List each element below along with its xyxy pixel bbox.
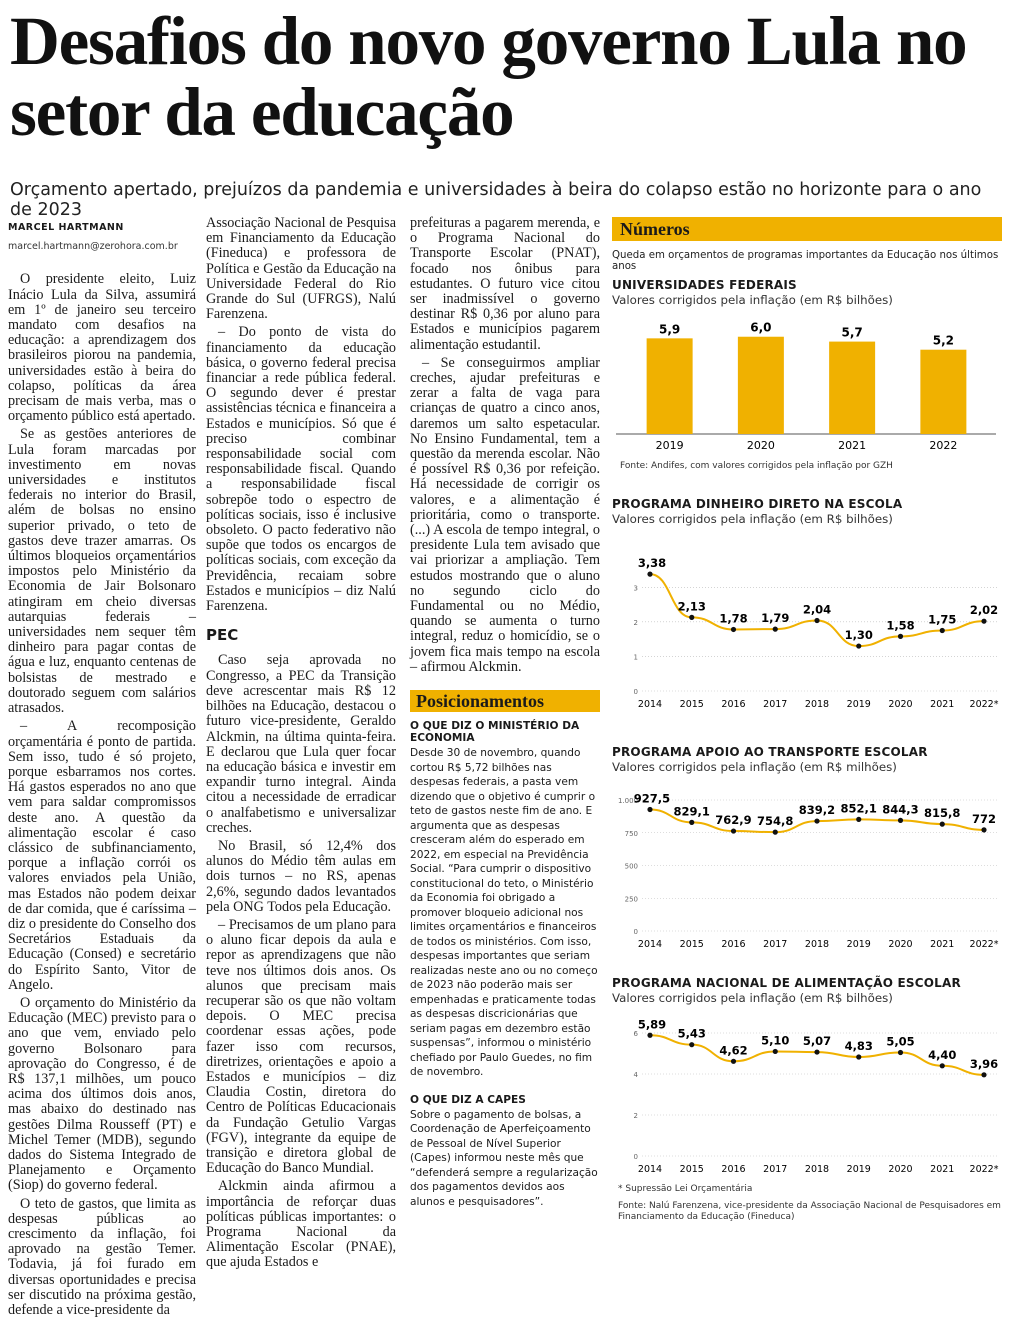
x-tick-label: 2019: [846, 1164, 871, 1175]
data-label: 4,40: [928, 1047, 957, 1062]
y-tick-label: 2: [633, 1112, 638, 1120]
y-tick-label: 0: [633, 688, 638, 696]
data-label: 762,9: [715, 813, 752, 828]
data-label: 4,62: [719, 1043, 748, 1058]
x-tick-label: 2019: [655, 439, 684, 452]
x-tick-label: 2015: [679, 1164, 704, 1175]
data-point: [814, 1049, 819, 1054]
x-tick-label: 2019: [846, 699, 871, 710]
bar: [829, 342, 875, 434]
byline: MARCEL HARTMANN: [8, 222, 124, 233]
bar: [920, 350, 966, 434]
data-label: 2,02: [969, 603, 999, 618]
paragraph: Caso seja aprovada no Congresso, a PEC da Transição deve acrescentar mais R$ 12 bilhões na Educação, destacou o futuro vice-presidente, Geraldo Alckmin, na última quinta-feira. E declarou que Lula quer focar na educação básica e investir em expandir turno integral. Ainda citou a necessidade de erradicar o analfabetismo e universalizar creches.: [206, 652, 396, 836]
data-point: [773, 830, 778, 835]
data-label: 6,0: [750, 320, 772, 335]
footnote: * Supressão Lei Orçamentária: [618, 1184, 753, 1194]
data-label: 2,13: [677, 599, 706, 614]
paragraph: O teto de gastos, que limita as despesas públicas ao crescimento da inflação, foi aprovado na gestão Temer. Todavia, já foi furado em diversas oportunidades e precisa ser discutido na próxima gestão, defende a vice-presidente da: [8, 1195, 196, 1318]
data-label: 5,89: [637, 1017, 667, 1032]
y-tick-label: 4: [633, 1071, 638, 1079]
capes-text: Sobre o pagamento de bolsas, a Coordenação de Aperfeiçoamento de Pessoal de Nível Superior (Capes) informou neste mês que “defenderá sempre a regularização dos pagamentos devidos aos alunos e pesquisadores”.: [410, 1108, 598, 1208]
chart-unit: Valores corrigidos pela inflação (em R$ bilhões): [612, 512, 893, 526]
paragraph: – Se conseguirmos ampliar creches, ajudar prefeituras e zerar a falta de vaga para crianças de quatro a cinco anos, daremos um salto espetacular. No Ensino Fundamental, tem a questão da merenda escolar. Não é possível R$ 0,36 por refeição. Há necessidade de corrigir os valores, e a alimentação é prioritária, como o transporte. (...) A escola de tempo integral, o presidente Lula tem avisado que vai priorizar a ampliação. Tem estudos mostrando que o aluno no segundo ciclo do Fundamental ou no Médio, quando se aumenta o turno integral, reduz o homicídio, se o jovem fica mais tempo na escola – afirmou Alckmin.: [410, 354, 600, 675]
y-tick-label: 500: [624, 862, 638, 871]
bar: [647, 338, 693, 434]
y-tick-label: 0: [633, 1153, 638, 1161]
x-tick-label: 2020: [888, 699, 913, 710]
data-point: [981, 619, 986, 624]
data-point: [981, 1072, 986, 1077]
data-point: [898, 818, 903, 823]
data-label: 927,5: [633, 791, 671, 806]
data-point: [689, 615, 694, 620]
article-column-3: [410, 215, 600, 675]
y-tick-label: 1.000: [617, 797, 638, 805]
paragraph: No Brasil, só 12,4% dos alunos do Médio têm aulas em dois turnos – no RS, apenas 2,6%, segundo dados levantados pela ONG Todos pela Educação.: [206, 837, 396, 915]
data-point: [856, 817, 861, 822]
data-label: 5,10: [761, 1033, 790, 1048]
x-tick-label: 2016: [721, 939, 746, 950]
data-point: [940, 628, 945, 633]
y-tick-label: 3: [633, 584, 638, 593]
x-tick-label: 2014: [637, 699, 663, 710]
x-tick-label: 2014: [637, 939, 663, 950]
paragraph: Alckmin ainda afirmou a importância de reforçar duas políticas públicas importantes: o Programa Nacional da Alimentação Escolar (PNAE), que ajuda Estados e: [206, 1178, 396, 1271]
data-point: [856, 1054, 861, 1059]
data-label: 5,43: [677, 1026, 706, 1041]
data-point: [981, 827, 986, 832]
data-label: 829,1: [673, 804, 710, 819]
data-point: [898, 1050, 903, 1055]
chart-source: Fonte: Andifes, com valores corrigidos pela inflação por GZH: [620, 461, 893, 471]
paragraph: Associação Nacional de Pesquisa em Financiamento da Educação (Fineduca) e professora de Política e Gestão da Educação na Universidade Federal do Rio Grande do Sul (UFRGS), Nalú Farenzena.: [206, 215, 396, 323]
numbers-subtitle: Queda em orçamentos de programas importantes da Educação nos últimos anos: [612, 250, 999, 272]
chart-svg: [612, 307, 1004, 452]
data-point: [731, 627, 736, 632]
data-label: 815,8: [924, 806, 961, 821]
data-point: [940, 1063, 945, 1068]
y-tick-label: 1: [633, 653, 638, 662]
chart-unit: Valores corrigidos pela inflação (em R$ bilhões): [612, 991, 893, 1005]
data-label: 1,75: [928, 612, 957, 627]
x-tick-label: 2020: [888, 939, 913, 950]
x-tick-label: 2017: [763, 699, 788, 710]
x-tick-label: 2018: [804, 1164, 830, 1175]
x-tick-label: 2018: [804, 699, 830, 710]
x-tick-label: 2018: [804, 939, 830, 950]
x-tick-label: 2020: [746, 439, 775, 452]
chart-svg: [612, 526, 1004, 716]
chart-universidades: [612, 278, 1004, 452]
data-point: [731, 828, 736, 833]
x-tick-label: 2017: [763, 939, 788, 950]
capes-heading: O QUE DIZ A CAPES: [410, 1093, 526, 1106]
data-point: [647, 807, 652, 812]
data-point: [647, 572, 652, 577]
data-label: 839,2: [798, 803, 836, 818]
chart-title: PROGRAMA APOIO AO TRANSPORTE ESCOLAR: [612, 745, 928, 759]
x-tick-label: 2021: [838, 439, 867, 452]
paragraph: – Precisamos de um plano para o aluno ficar depois da aula e repor as aprendizagens que não teve nos últimos dois anos. Os alunos que precisam mais recuperar são os que não voltam depois. O MEC precisa coordenar essas ações, pode fazer isso com recursos, diretrizes, orientações e apoio a Estados e municípios – diz Claudia Costin, diretora do Centro de Políticas Educacionais da Fundação Getulio Vargas (FGV), integrante da equipe de transição e diretora global de Educação do Banco Mundial.: [206, 916, 396, 1177]
data-point: [814, 618, 819, 623]
numbers-title: Números: [612, 217, 1002, 241]
paragraph: – Do ponto de vista do financiamento da educação básica, o governo federal precisa financiar a rede pública federal. O segundo dever é prestar assistências técnica e financeira a Estados e municípios. Só que é preciso combinar responsabilidade social com responsabilidade fiscal. Quando a responsabilidade fiscal sobrepõe todo o espectro de políticas sociais, isso é inclusive obsoleto. O pacto federativo não supõe que todos os encargos de políticas sociais, com exceção da Previdência, recaiam sobre Estados e municípios – diz Nalú Farenzena.: [206, 324, 396, 615]
data-label: 4,83: [844, 1038, 873, 1053]
data-point: [773, 627, 778, 632]
data-point: [731, 1059, 736, 1064]
subheadline: Orçamento apertado, prejuízos da pandemia e universidades à beira do colapso estão no horizonte para o ano de 2023: [10, 180, 982, 220]
data-label: 1,30: [844, 628, 873, 643]
x-tick-label: 2021: [930, 939, 955, 950]
chart-source-2: Fonte: Nalú Farenzena, vice-presidente da Associação Nacional de Pesquisadores em Financiamento da Educação (Fineduca): [618, 1201, 1001, 1222]
section-heading-pec: PEC: [206, 626, 239, 645]
paragraph: prefeituras a pagarem merenda, e o Programa Nacional do Transporte Escolar (PNAT), focado nos ônibus para estudantes. O futuro vice citou ser inadmissível o governo destinar R$ 0,36 por aluno para Estados e municípios pagarem alimentação estudantil.: [410, 215, 600, 353]
chart-unit: Valores corrigidos pela inflação (em R$ milhões): [612, 760, 897, 774]
data-label: 844,3: [882, 802, 919, 817]
data-label: 5,2: [932, 333, 955, 348]
y-tick-label: 6: [633, 1030, 638, 1038]
data-label: 3,96: [969, 1056, 999, 1071]
data-point: [689, 1042, 694, 1047]
data-label: 5,9: [658, 322, 681, 337]
ministry-text: Desde 30 de novembro, quando cortou R$ 5,72 bilhões nas despesas federais, a pasta vem dizendo que o objetivo é cumprir o teto de gastos neste fim de ano. E argumenta que as despesas cresceram além do esperado em 2022, em especial na Previdência Social. “Para cumprir o dispositivo constitucional do teto, o Ministério da Economia foi obrigado a promover bloqueio adicional nos limites orçamentários e financeiros de todos os ministérios. Com isso, despesas importantes que seriam realizadas neste ano ou no começo de 2023 não poderão mais ser empenhadas e praticamente todas as despesas discricionárias que seriam pagas em dezembro estão suspensas”, informou o ministério chefiado por Paulo Guedes, no fim de novembro.: [410, 747, 598, 1078]
x-tick-label: 2015: [679, 699, 704, 710]
data-label: 1,58: [886, 618, 915, 633]
x-tick-label: 2022*: [969, 1164, 999, 1175]
chart-svg: [612, 774, 1004, 962]
positions-box: [410, 720, 600, 1228]
article-column-2: [206, 215, 396, 1271]
y-tick-label: 250: [624, 895, 638, 904]
data-label: 5,05: [886, 1034, 915, 1049]
x-tick-label: 2015: [679, 939, 704, 950]
y-tick-label: 2: [633, 618, 638, 627]
data-point: [647, 1033, 652, 1038]
chart-transporte: [612, 745, 1004, 962]
x-tick-label: 2022: [929, 439, 958, 452]
data-label: 5,7: [841, 325, 863, 340]
data-label: 754,8: [757, 814, 794, 829]
data-label: 1,79: [761, 611, 790, 626]
data-label: 3,38: [637, 556, 667, 571]
chart-pdde: [612, 497, 1004, 716]
data-point: [898, 634, 903, 639]
chart-title: UNIVERSIDADES FEDERAIS: [612, 278, 797, 292]
x-tick-label: 2022*: [969, 699, 999, 710]
x-tick-label: 2016: [721, 699, 746, 710]
x-tick-label: 2014: [637, 1164, 663, 1175]
chart-title: PROGRAMA DINHEIRO DIRETO NA ESCOLA: [612, 497, 903, 511]
data-label: 5,07: [802, 1034, 832, 1049]
data-point: [856, 643, 861, 648]
x-tick-label: 2022*: [969, 939, 999, 950]
article-column-1: [8, 216, 196, 1318]
data-label: 772: [971, 811, 997, 826]
headline: Desafios do novo governo Lula no setor da educação: [10, 3, 967, 150]
x-tick-label: 2019: [846, 939, 871, 950]
x-tick-label: 2021: [930, 1164, 955, 1175]
ministry-heading: O QUE DIZ O MINISTÉRIO DA ECONOMIA: [410, 720, 580, 744]
x-tick-label: 2016: [721, 1164, 746, 1175]
data-label: 1,78: [719, 611, 748, 626]
data-point: [773, 1049, 778, 1054]
data-point: [814, 818, 819, 823]
data-point: [940, 822, 945, 827]
data-label: 852,1: [840, 801, 877, 816]
paragraph: Se as gestões anteriores de Lula foram marcadas por investimento em novas universidades e institutos federais no interior do Brasil, além de bolsas no ensino superior privado, o teto de gastos deve trazer amarras. Os últimos bloqueios orçamentários impostos pelo Ministério da Economia de Jair Bolsonaro atingiram em cheio diversas autarquias federais – universidades nem sequer têm dinheiro para pagar contas de água e luz, enquanto centenas de bolsistas de mestrado e doutorado seguem com salários atrasados.: [8, 426, 196, 717]
positions-title: Posicionamentos: [410, 690, 600, 712]
y-tick-label: 0: [633, 928, 638, 936]
author-email[interactable]: marcel.hartmann@zerohora.com.br: [8, 241, 178, 253]
chart-unit: Valores corrigidos pela inflação (em R$ bilhões): [612, 293, 893, 307]
data-label: 2,04: [802, 602, 832, 617]
x-tick-label: 2020: [888, 1164, 913, 1175]
x-tick-label: 2017: [763, 1164, 788, 1175]
x-tick-label: 2021: [930, 699, 955, 710]
paragraph: O orçamento do Ministério da Educação (MEC) previsto para o ano que vem, enviado pelo governo Bolsonaro para aprovação do Congresso, é de R$ 137,1 milhões, um pouco acima dos últimos dois anos, mas abaixo do destinado nas gestões Dilma Rousseff (PT) e Michel Temer (MDB), segundo dados do Sistema Integrado de Planejamento e Orçamento (Siop) do governo federal.: [8, 994, 196, 1194]
chart-title: PROGRAMA NACIONAL DE ALIMENTAÇÃO ESCOLAR: [612, 976, 961, 990]
bar: [738, 337, 784, 434]
data-point: [689, 820, 694, 825]
chart-alimentacao: [612, 976, 1004, 1195]
chart-svg: [612, 1005, 1004, 1195]
paragraph: – A recomposição orçamentária é ponto de partida. Sem isso, tudo é só projeto, porque esbarramos nos cortes. Há gastos esperados no ano que vem para saldar compromissos deste ano. A questão da alimentação escolar é caso clássico de subfinanciamento, porque a inflação corrói os valores enviados pela União, mas Estados não podem deixar de dar comida, que é caríssima – diz o presidente do Conselho dos Secretários Estaduais da Educação (Consed) e secretário do Espírito Santo, Vitor de Angelo.: [8, 718, 196, 993]
paragraph: O presidente eleito, Luiz Inácio Lula da Silva, assumirá em 1º de janeiro seu terceiro mandato com desafios na educação: a aprendizagem dos brasileiros piorou na pandemia, universidades estão à beira do colapso, políticas da área precisam de mais verba, mas o orçamento público está apertado.: [8, 271, 196, 425]
y-tick-label: 750: [624, 829, 638, 838]
